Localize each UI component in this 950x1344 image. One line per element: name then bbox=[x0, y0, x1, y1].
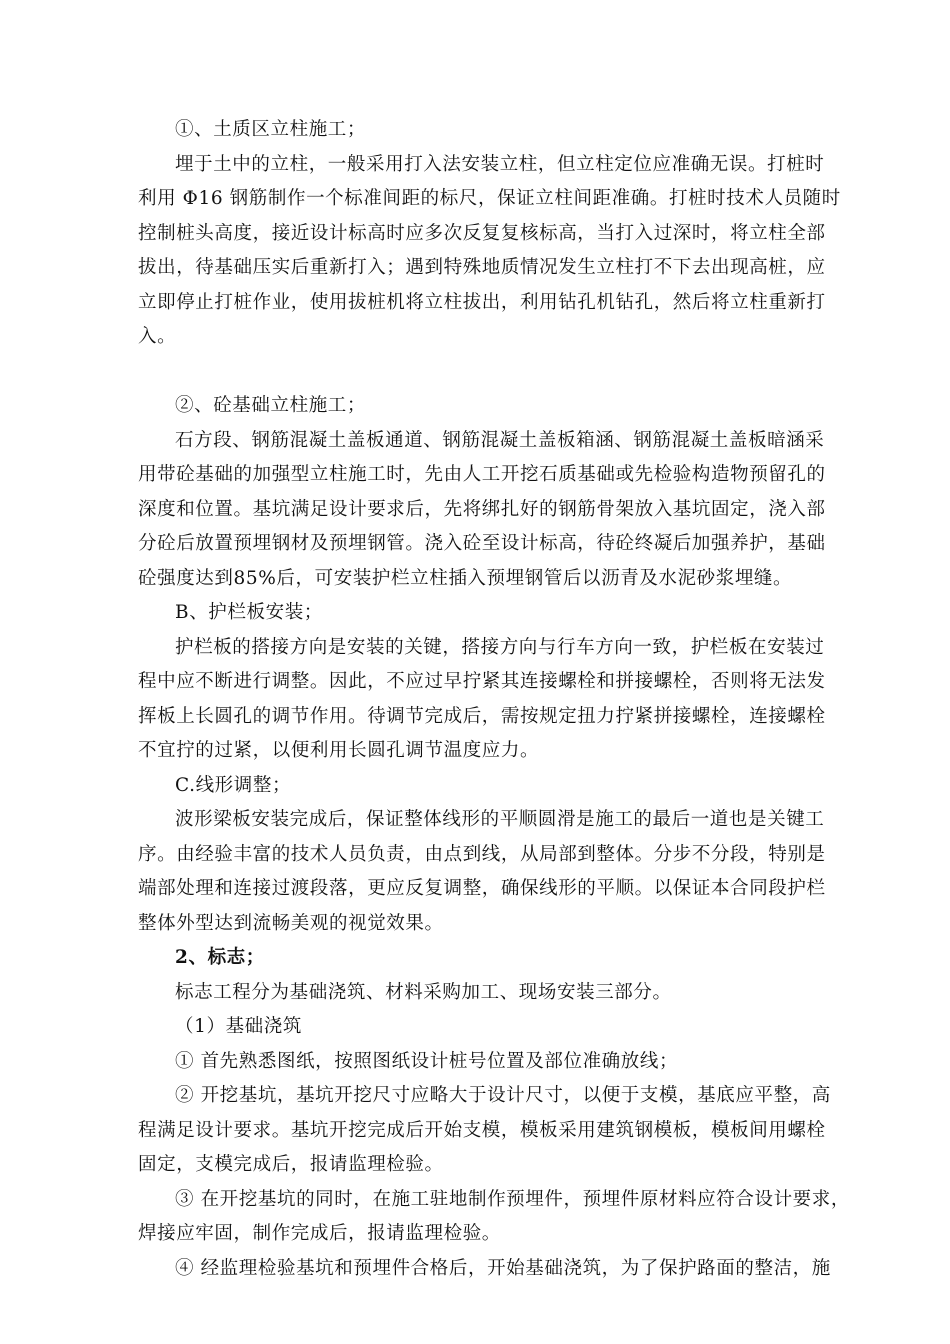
blank-line bbox=[138, 355, 838, 390]
paragraph-line: 利用 Φ16 钢筋制作一个标准间距的标尺，保证立柱间距准确。打桩时技术人员随时 bbox=[138, 188, 841, 209]
paragraph-line: 控制桩头高度，接近设计标高时应多次反复复核标高，当打入过深时，将立柱全部 bbox=[138, 222, 826, 244]
heading-guardrail-install: B、护栏板安装； bbox=[175, 602, 323, 623]
paragraph-line: 立即停止打桩作业，使用拔桩机将立柱拔出，利用钻孔机钻孔，然后将立柱重新打 bbox=[138, 291, 826, 313]
paragraph-line: ① 首先熟悉图纸，按照图纸设计桩号位置及部位准确放线； bbox=[175, 1050, 679, 1072]
paragraph-line: 拔出，待基础压实后重新打入；遇到特殊地质情况发生立柱打不下去出现高桩，应 bbox=[138, 257, 826, 278]
paragraph-line: ④ 经监理检验基坑和预埋件合格后，开始基础浇筑，为了保护路面的整洁，施 bbox=[175, 1257, 831, 1279]
paragraph-line: 埋于土中的立柱，一般采用打入法安装立柱，但立柱定位应准确无误。打桩时 bbox=[175, 153, 825, 175]
paragraph-line: 深度和位置。基坑满足设计要求后，先将绑扎好的钢筋骨架放入基坑固定，浇入部 bbox=[138, 498, 826, 520]
section-heading-signs: 2、标志； bbox=[175, 947, 265, 968]
paragraph-line: 端部处理和连接过渡段落，更应反复调整，确保线形的平顺。以保证本合同段护栏 bbox=[138, 878, 826, 899]
paragraph-line: 标志工程分为基础浇筑、材料采购加工、现场安装三部分。 bbox=[175, 981, 672, 1003]
paragraph-line: ② 开挖基坑，基坑开挖尺寸应略大于设计尺寸，以便于支模，基底应平整，高 bbox=[175, 1085, 831, 1106]
subheading-foundation: （1）基础浇筑 bbox=[175, 1016, 302, 1037]
heading-soil-column: ①、土质区立柱施工； bbox=[175, 119, 367, 140]
paragraph-line: 用带砼基础的加强型立柱施工时，先由人工开挖石质基础或先检验构造物预留孔的 bbox=[138, 464, 826, 485]
paragraph-line: 不宜拧的过紧，以便利用长圆孔调节温度应力。 bbox=[138, 740, 540, 761]
paragraph-line: 焊接应牢固，制作完成后，报请监理检验。 bbox=[138, 1223, 501, 1244]
paragraph-line: 挥板上长圆孔的调节作用。待调节完成后，需按规定扭力拧紧拼接螺栓，连接螺栓 bbox=[138, 705, 826, 727]
paragraph-line: 程中应不断进行调整。因此，不应过早拧紧其连接螺栓和拼接螺栓，否则将无法发 bbox=[138, 671, 826, 692]
document-body bbox=[138, 113, 850, 1286]
paragraph-line: 序。由经验丰富的技术人员负责，由点到线，从局部到整体。分步不分段，特别是 bbox=[138, 843, 826, 865]
paragraph-line: 石方段、钢筋混凝土盖板通道、钢筋混凝土盖板箱涵、钢筋混凝土盖板暗涵采 bbox=[175, 429, 825, 451]
paragraph-line: 程满足设计要求。基坑开挖完成后开始支模，模板采用建筑钢模板，模板间用螺栓 bbox=[138, 1119, 826, 1141]
paragraph-line: 砼强度达到85%后，可安装护栏立柱插入预埋钢管后以沥青及水泥砂浆埋缝。 bbox=[138, 567, 793, 589]
heading-concrete-column: ②、砼基础立柱施工； bbox=[175, 395, 367, 416]
paragraph-line: 整体外型达到流畅美观的视觉效果。 bbox=[138, 912, 444, 934]
paragraph-line: 固定，支模完成后，报请监理检验。 bbox=[138, 1154, 444, 1175]
paragraph-line: ③ 在开挖基坑的同时，在施工驻地制作预埋件，预埋件原材料应符合设计要求， bbox=[175, 1188, 850, 1210]
heading-alignment: C.线形调整； bbox=[175, 774, 292, 796]
paragraph-line: 分砼后放置预埋钢材及预埋钢管。浇入砼至设计标高，待砼终凝后加强养护，基础 bbox=[138, 533, 826, 554]
paragraph-line: 入。 bbox=[138, 326, 177, 347]
paragraph-line: 护栏板的搭接方向是安装的关键，搭接方向与行车方向一致，护栏板在安装过 bbox=[175, 636, 825, 658]
paragraph-line: 波形梁板安装完成后，保证整体线形的平顺圆滑是施工的最后一道也是关键工 bbox=[175, 809, 825, 830]
